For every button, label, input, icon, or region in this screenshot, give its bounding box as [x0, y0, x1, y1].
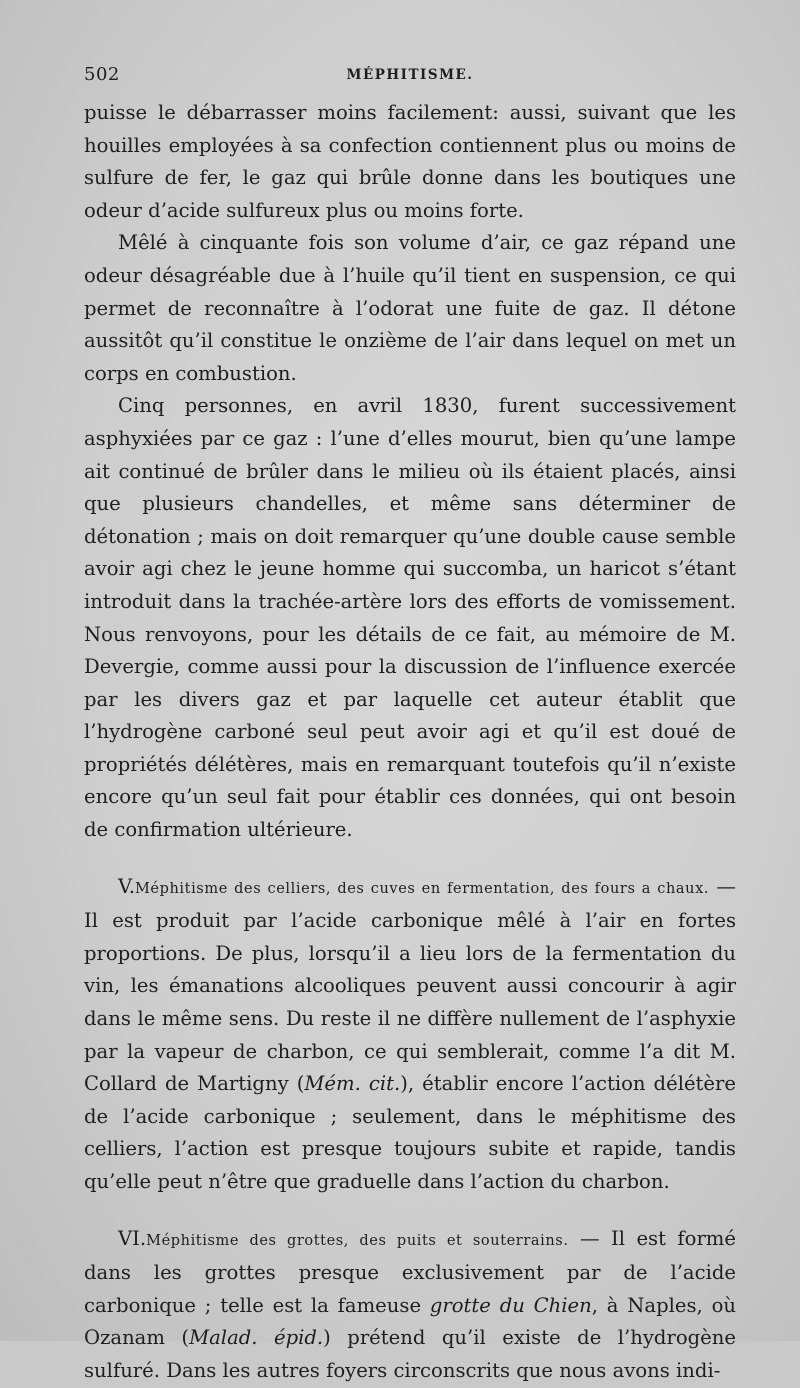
paragraph-asphyxia-case: Cinq personnes, en avril 1830, furent successivement asphyxiées par ce gaz : l’une d’elles mourut, bien qu’une lampe ait continué de brûler dans le milieu où ils étaient placés, ainsi que plusieurs chandelles, et même sans déterminer de détonation ; mais on doit remarquer qu’une double cause semble avoir agi chez le jeune homme qui succomba, un haricot s’étant introduit dans la trachée-artère lors des efforts de vomissement. Nous renvoyons, pour les détails de ce fait, au mémoire de M. Devergie, comme aussi pour la discussion de l’influence exercée par les divers gaz et par laquelle cet auteur établit que l’hydrogène carboné seul peut avoir agi et qu’il est doué de propriétés délétères, mais en remarquant toutefois qu’il n’existe encore qu’un seul fait pour établir ces données, qui ont besoin de confirmation ultérieure. [84, 394, 736, 842]
section-v-text-2: ), établir encore l’action délétère de l’acide carbonique ; seulement, dans le méphitisme des celliers, l’action est presque toujours subite et rapide, tandis qu’elle peut n’être que graduelle dans l’action du charbon. [84, 1072, 736, 1193]
body-text [84, 97, 736, 1388]
running-title: MÉPHITISME. [346, 67, 474, 83]
page-number: 502 [84, 64, 120, 85]
section-vi-numeral: VI. [118, 1226, 147, 1250]
section-vi-text-3: ) prétend qu’il existe de l’hydrogène sulfuré. Dans les autres foyers circonscrits que nous avons indi- [84, 1326, 736, 1382]
citation-malad-epid: Malad. épid. [189, 1326, 324, 1350]
citation-mem-cit: Mém. cit. [304, 1072, 401, 1096]
section-vi-heading: Méphitisme des grottes, des puits et souterrains. [146, 1232, 569, 1249]
section-v-text-1: — Il est produit par l’acide carbonique mêlé à l’air en fortes proportions. De plus, lorsqu’il a lieu lors de la fermentation du vin, les émanations alcooliques peuvent aussi concourir à agir dans le même sens. Du reste il ne diffère nullement de l’asphyxie par la vapeur de charbon, ce qui semblerait, comme l’a dit M. Collard de Martigny ( [84, 874, 736, 1096]
section-v-numeral: V. [118, 874, 135, 898]
grotte-du-chien: grotte du Chien [429, 1293, 592, 1317]
section-v-celliers [84, 871, 736, 1199]
section-vi-grottes [84, 1223, 736, 1388]
paragraph-gas-detonation: Mêlé à cinquante fois son volume d’air, ce gaz répand une odeur désagréable due à l’huile qu’il tient en suspension, ce qui permet de reconnaître à l’odorat une fuite de gaz. Il détone aussitôt qu’il constitue le onzième de l’air dans lequel on met un corps en combustion. [84, 231, 736, 385]
page-header [84, 64, 736, 90]
paragraph-gas-odor-continued: puisse le débarrasser moins facilement: aussi, suivant que les houilles employées à sa confection contiennent plus ou moins de sulfure de fer, le gaz qui brûle donne dans les boutiques une odeur d’acide sulfureux plus ou moins forte. [84, 101, 736, 222]
section-vi-text-1: — Il est formé dans les grottes presque exclusivement par de l’acide carbonique ; telle est la fameuse [84, 1226, 736, 1317]
section-vi-text-2: , à Naples, où Ozanam ( [84, 1293, 736, 1350]
section-v-heading: Méphitisme des celliers, des cuves en fermentation, des fours a chaux. [134, 880, 710, 897]
